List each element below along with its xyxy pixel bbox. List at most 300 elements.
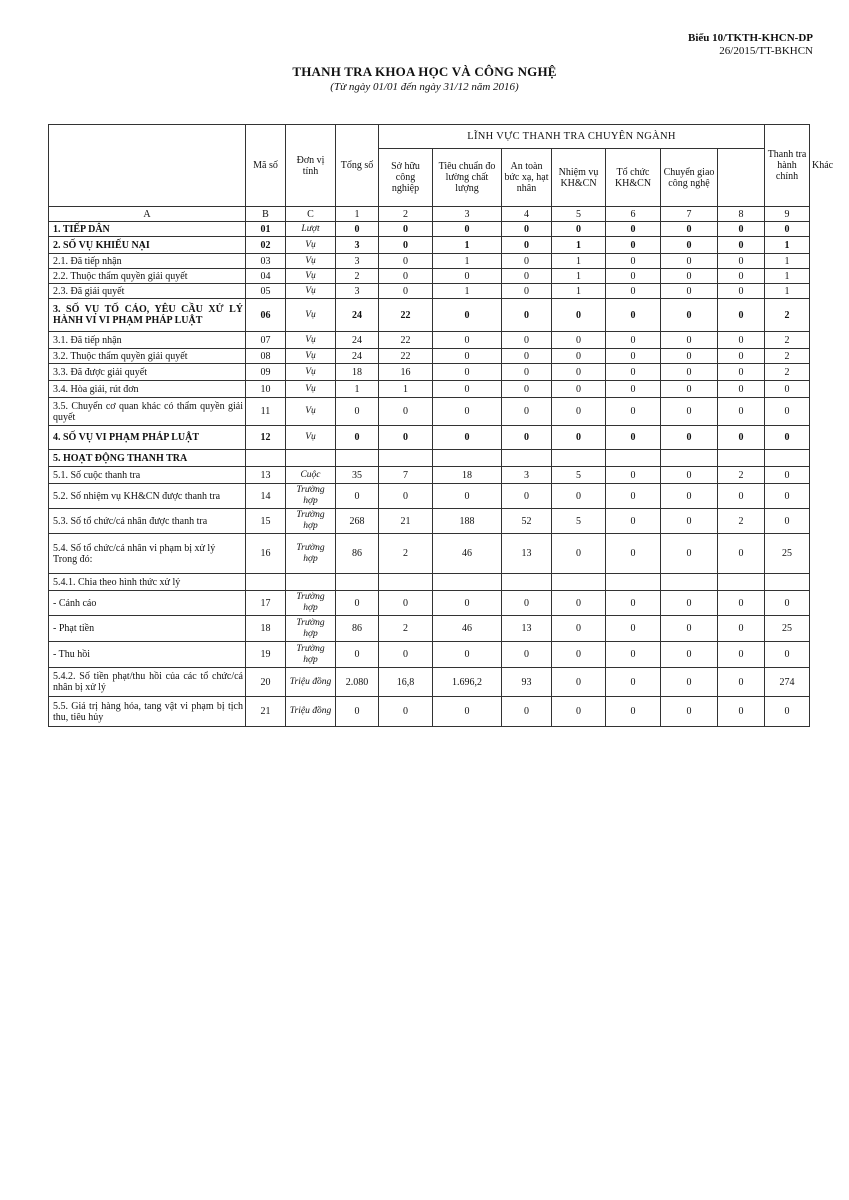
- row-value: 22: [379, 332, 433, 349]
- row-value: 0: [661, 616, 718, 642]
- row-unit: Vụ: [286, 299, 336, 332]
- row-label: [49, 349, 246, 364]
- row-value: 0: [379, 269, 433, 284]
- row-label: [49, 484, 246, 509]
- row-value: 0: [606, 237, 661, 254]
- table-row: [49, 381, 810, 398]
- row-value: 13: [502, 616, 552, 642]
- row-value: 2: [765, 364, 810, 381]
- row-value: 0: [661, 426, 718, 450]
- row-value: 24: [336, 299, 379, 332]
- row-value: 0: [661, 349, 718, 364]
- row-value: 1: [765, 237, 810, 254]
- row-value: 0: [606, 426, 661, 450]
- row-label: [49, 284, 246, 299]
- row-value: 0: [433, 697, 502, 727]
- column-letter: B: [246, 207, 286, 222]
- row-value: 18: [433, 467, 502, 484]
- row-value: 0: [661, 467, 718, 484]
- row-unit: Vụ: [286, 381, 336, 398]
- row-value: 0: [552, 484, 606, 509]
- row-value: 1: [433, 237, 502, 254]
- row-value: 0: [718, 269, 765, 284]
- row-code: 17: [246, 591, 286, 616]
- empty-cell: [552, 450, 606, 467]
- row-label-text: 3.5. Chuyển cơ quan khác có thẩm quyền giải quyết: [53, 400, 243, 423]
- empty-cell: [661, 450, 718, 467]
- row-value: 1: [765, 254, 810, 269]
- row-value: 46: [433, 616, 502, 642]
- empty-cell: [246, 450, 286, 467]
- empty-cell: [379, 574, 433, 591]
- column-letter: 9: [765, 207, 810, 222]
- row-value: 0: [661, 697, 718, 727]
- row-label: [49, 591, 246, 616]
- row-value: 0: [433, 349, 502, 364]
- row-value: 0: [552, 534, 606, 574]
- header-sci-tasks: Nhiệm vụ KH&CN: [552, 149, 606, 207]
- row-value: 0: [718, 697, 765, 727]
- row-value: 0: [606, 364, 661, 381]
- row-value: 0: [661, 332, 718, 349]
- row-code: 10: [246, 381, 286, 398]
- column-letter: 1: [336, 207, 379, 222]
- row-value: 0: [765, 484, 810, 509]
- row-value: 0: [606, 254, 661, 269]
- row-value: 0: [661, 381, 718, 398]
- row-value: 46: [433, 534, 502, 574]
- row-value: 0: [336, 398, 379, 426]
- row-value: 2: [379, 616, 433, 642]
- row-label-text: 2. SỐ VỤ KHIẾU NẠI: [53, 239, 150, 251]
- table-row: [49, 534, 810, 574]
- empty-cell: [606, 574, 661, 591]
- column-letters-row: [49, 207, 810, 222]
- row-label: [49, 467, 246, 484]
- row-value: 0: [336, 222, 379, 237]
- row-code: 13: [246, 467, 286, 484]
- row-value: 0: [606, 642, 661, 668]
- row-label: [49, 398, 246, 426]
- row-label-text: 4. SỐ VỤ VI PHẠM PHÁP LUẬT: [53, 432, 200, 443]
- row-value: 0: [336, 484, 379, 509]
- row-value: 0: [718, 591, 765, 616]
- row-unit: Vụ: [286, 237, 336, 254]
- row-value: 0: [765, 591, 810, 616]
- column-letter: 5: [552, 207, 606, 222]
- row-value: 0: [718, 484, 765, 509]
- row-value: 0: [379, 222, 433, 237]
- row-label: [49, 332, 246, 349]
- row-label-text: 1. TIẾP DÂN: [53, 223, 110, 235]
- row-value: 0: [433, 364, 502, 381]
- row-value: 0: [718, 364, 765, 381]
- row-code: 15: [246, 509, 286, 534]
- row-value: 18: [336, 364, 379, 381]
- row-label-text: 2.2. Thuộc thẩm quyền giải quyết: [53, 270, 188, 282]
- row-value: 0: [433, 398, 502, 426]
- row-value: 16,8: [379, 668, 433, 697]
- row-code: 18: [246, 616, 286, 642]
- row-value: 2: [379, 534, 433, 574]
- row-value: 0: [661, 534, 718, 574]
- row-label-text: - Cảnh cáo: [53, 597, 97, 609]
- row-value: 0: [661, 284, 718, 299]
- table-row: [49, 237, 810, 254]
- empty-cell: [606, 450, 661, 467]
- row-label-text: - Thu hồi: [53, 649, 91, 660]
- table-row: [49, 697, 810, 727]
- row-value: 0: [661, 364, 718, 381]
- row-label-text: 5.4.2. Số tiền phạt/thu hồi của các tổ chức/cá nhân bị xử lý: [53, 671, 243, 693]
- row-value: 0: [552, 349, 606, 364]
- row-value: 188: [433, 509, 502, 534]
- row-label-text: 3.2. Thuộc thẩm quyền giải quyết: [53, 350, 188, 362]
- row-code: 12: [246, 426, 286, 450]
- table-row: [49, 574, 810, 591]
- row-value: 0: [606, 668, 661, 697]
- report-table: Mã số Đơn vị tính Tổng số LĨNH VỰC THANH TRA CHUYÊN NGÀNH Thanh tra hành chính Khác Sở hữu công nghiệp Tiêu chuẩn đo lường chất lượng An toàn bức xạ, hạt nhân Nhiệm vụ KH&CN Tổ chức KH&CN Chuyển giao công nghệ A B C 1 2 3 4 5 6 7 8 9 1. TIẾP DÂN 01 Lượt 0 0 0 0 0 0 0 0 0 2. SỐ VỤ KHIẾU NẠI 02 Vụ 3 0 1 0 1 0 0 0 1 2.1. Đã tiếp nhận 03 Vụ 3 0 1 0 1 0 0 0 1 2.2. Thuộc thẩm quyền giải quyết 04 Vụ 2 0 0 0 1 0 0 0 1 2.3. Đã giải quyết 05 Vụ 3 0 1 0 1 0 0 0 1 3. SỐ VỤ TỐ CÁO, YÊU CẦU XỬ LÝ HÀNH VI VI PHẠM PHÁP LUẬT 06 Vụ 24 22 0 0 0 0 0 0 2 3.1. Đã tiếp nhận 07 Vụ 24 22 0 0 0 0 0 0 2 3.2. Thuộc thẩm quyền giải quyết 08 Vụ 24 22 0 0 0 0 0 0 2 3.3. Đã được giải quyết 09 Vụ 18 16 0 0 0 0 0 0 2 3.4. Hòa giải, rút đơn 10 Vụ 1 1 0 0 0 0 0 0 0 3.5. Chuyển cơ quan khác có thẩm quyền giải quyết 11 Vụ 0 0 0 0 0 0 0 0 0 4. SỐ VỤ VI PHẠM PHÁP LUẬT 12 Vụ 0 0 0 0 0 0 0 0 0 5. HOẠT ĐỘNG THANH TRA 5.1. Số cuộc thanh tra 13 Cuộc 35 7 18 3 5 0 0 2 0 5.2. Số nhiệm vụ KH&CN được thanh tra 14 Trường hợp 0 0 0 0 0 0 0 0 0 5.3. Số tổ chức/cá nhân được thanh tra 15 Trường hợp 268 21 188 52 5 0 0 2 0 5.4. Số tổ chức/cá nhân vi phạm bị xử lý Trong đó: 16 Trường hợp 86 2 46 13 0 0 0 0 25 5.4.1. Chia theo hình thức xử lý - Cảnh cáo 17 Trường hợp 0 0 0 0 0 0 0 0 0 - Phạt tiền 18 Trường hợp 86 2 46 13 0 0 0 0 25 - Thu hồi 19 Trường hợp 0 0 0 0 0 0 0 0 0 5.4.2. Số tiền phạt/thu hồi của các tổ chức/cá nhân bị xử lý 20 Triệu đồng 2.080 16,8 1.696,2 93 0 0 0 0 274 5.5. Giá trị hàng hóa, tang vật vi phạm bị tịch thu, tiêu hủy 21 Triệu đồng 0 0 0 0 0 0 0 0 0: [48, 124, 810, 727]
- row-value: 0: [336, 591, 379, 616]
- row-value: 0: [718, 381, 765, 398]
- header-unit: Đơn vị tính: [286, 125, 336, 207]
- row-value: 0: [502, 269, 552, 284]
- table-row: [49, 642, 810, 668]
- column-letter: 2: [379, 207, 433, 222]
- row-value: 0: [502, 642, 552, 668]
- row-value: 0: [661, 398, 718, 426]
- row-value: 0: [606, 332, 661, 349]
- row-code: 03: [246, 254, 286, 269]
- row-value: 2: [765, 299, 810, 332]
- row-value: 268: [336, 509, 379, 534]
- row-label-text: 5.3. Số tổ chức/cá nhân được thanh tra: [53, 515, 208, 527]
- row-value: 13: [502, 534, 552, 574]
- report-title: THANH TRA KHOA HỌC VÀ CÔNG NGHỆ: [292, 64, 557, 79]
- header-total: Tổng số: [336, 125, 379, 207]
- row-value: 1: [552, 254, 606, 269]
- row-value: 0: [552, 642, 606, 668]
- row-unit: Vụ: [286, 364, 336, 381]
- row-value: 0: [379, 398, 433, 426]
- row-value: 0: [718, 349, 765, 364]
- row-value: 0: [379, 697, 433, 727]
- row-value: 52: [502, 509, 552, 534]
- row-value: 0: [718, 426, 765, 450]
- empty-cell: [379, 450, 433, 467]
- row-unit: Vụ: [286, 284, 336, 299]
- row-value: 0: [433, 484, 502, 509]
- row-value: 0: [765, 222, 810, 237]
- row-value: 0: [606, 616, 661, 642]
- table-row: [49, 616, 810, 642]
- row-value: 0: [718, 284, 765, 299]
- row-value: 0: [552, 364, 606, 381]
- row-value: 0: [765, 467, 810, 484]
- row-value: 1: [433, 284, 502, 299]
- row-label-text: 5.2. Số nhiệm vụ KH&CN được thanh tra: [53, 490, 221, 502]
- row-label: [49, 534, 246, 574]
- empty-cell: [765, 450, 810, 467]
- table-row: [49, 222, 810, 237]
- row-code: 02: [246, 237, 286, 254]
- row-value: 0: [606, 484, 661, 509]
- row-value: 0: [765, 426, 810, 450]
- row-value: 0: [718, 398, 765, 426]
- row-unit: Trường hợp: [286, 509, 336, 534]
- row-value: 5: [552, 467, 606, 484]
- row-code: 07: [246, 332, 286, 349]
- table-row: [49, 467, 810, 484]
- row-value: 0: [606, 222, 661, 237]
- row-code: 11: [246, 398, 286, 426]
- row-value: 0: [379, 642, 433, 668]
- row-value: 1: [552, 284, 606, 299]
- header-blank: [49, 125, 246, 207]
- row-value: 0: [502, 484, 552, 509]
- row-value: 0: [606, 349, 661, 364]
- row-value: 2: [718, 467, 765, 484]
- empty-cell: [433, 450, 502, 467]
- row-value: 0: [502, 364, 552, 381]
- row-label-text: 3.4. Hòa giải, rút đơn: [53, 383, 139, 395]
- row-value: 0: [552, 668, 606, 697]
- column-letter: A: [49, 207, 246, 222]
- row-label: [49, 381, 246, 398]
- empty-cell: [336, 574, 379, 591]
- row-label: [49, 642, 246, 668]
- row-code: 16: [246, 534, 286, 574]
- empty-cell: [718, 574, 765, 591]
- row-label-text: 5.5. Giá trị hàng hóa, tang vật vi phạm bị tịch thu, tiêu hủy: [53, 700, 243, 723]
- header-sci-orgs: Tổ chức KH&CN: [606, 149, 661, 207]
- row-label: [49, 237, 246, 254]
- row-label: [49, 299, 246, 332]
- header-radiation-safety: An toàn bức xạ, hạt nhân: [502, 149, 552, 207]
- row-unit: Triệu đồng: [286, 697, 336, 727]
- row-value: 0: [433, 332, 502, 349]
- row-label: [49, 269, 246, 284]
- row-value: 1: [433, 254, 502, 269]
- row-value: 93: [502, 668, 552, 697]
- row-label-text: 5.1. Số cuộc thanh tra: [53, 469, 141, 481]
- row-unit: Triệu đồng: [286, 668, 336, 697]
- row-label-text: 5.4. Số tổ chức/cá nhân vi phạm bị xử lý: [53, 542, 216, 554]
- row-label: [49, 697, 246, 727]
- empty-cell: [661, 574, 718, 591]
- row-value: 3: [336, 284, 379, 299]
- row-value: 0: [433, 269, 502, 284]
- column-letter: 7: [661, 207, 718, 222]
- header-code: Mã số: [246, 125, 286, 207]
- row-value: 0: [502, 284, 552, 299]
- row-value: 0: [606, 269, 661, 284]
- row-value: 2: [765, 332, 810, 349]
- row-unit: Vụ: [286, 332, 336, 349]
- row-code: 21: [246, 697, 286, 727]
- row-value: 1: [336, 381, 379, 398]
- header-industrial-property: Sở hữu công nghiệp: [379, 149, 433, 207]
- header-tech-transfer: Chuyển giao công nghệ: [661, 149, 718, 207]
- table-row: [49, 509, 810, 534]
- row-value: 0: [502, 349, 552, 364]
- table-row: [49, 364, 810, 381]
- empty-cell: [336, 450, 379, 467]
- row-value: 0: [661, 222, 718, 237]
- row-value: 0: [502, 237, 552, 254]
- row-value: 1: [552, 269, 606, 284]
- header-admin-inspection: Thanh tra hành chính: [765, 125, 810, 207]
- table-row: [49, 299, 810, 332]
- row-label: [49, 254, 246, 269]
- row-value: 0: [502, 332, 552, 349]
- row-value: 1: [379, 381, 433, 398]
- empty-cell: [286, 574, 336, 591]
- table-row: [49, 349, 810, 364]
- empty-cell: [433, 574, 502, 591]
- row-label: [49, 574, 246, 591]
- empty-cell: [718, 450, 765, 467]
- row-value: 0: [552, 222, 606, 237]
- table-row: [49, 484, 810, 509]
- row-value: 0: [765, 381, 810, 398]
- table-row: [49, 254, 810, 269]
- row-value: 0: [552, 381, 606, 398]
- row-label-text: 5. HOẠT ĐỘNG THANH TRA: [53, 452, 188, 464]
- form-code-line2: 26/2015/TT-BKHCN: [719, 45, 813, 57]
- row-value: 0: [718, 222, 765, 237]
- row-value: 1: [765, 269, 810, 284]
- row-value: 0: [765, 642, 810, 668]
- row-value: 1.696,2: [433, 668, 502, 697]
- row-label-text: 5.4.1. Chia theo hình thức xử lý: [53, 576, 181, 588]
- row-unit: Trường hợp: [286, 534, 336, 574]
- row-value: 0: [502, 591, 552, 616]
- row-unit: Cuộc: [286, 467, 336, 484]
- row-value: 0: [502, 398, 552, 426]
- row-value: 0: [661, 668, 718, 697]
- table-row: [49, 450, 810, 467]
- row-unit: Trường hợp: [286, 616, 336, 642]
- row-code: 20: [246, 668, 286, 697]
- form-code: [688, 32, 813, 58]
- table-row: [49, 668, 810, 697]
- row-value: 0: [718, 534, 765, 574]
- row-value: 22: [379, 349, 433, 364]
- row-value: 3: [336, 237, 379, 254]
- column-letter: 8: [718, 207, 765, 222]
- row-value: 0: [433, 591, 502, 616]
- row-value: 0: [433, 299, 502, 332]
- row-label: [49, 509, 246, 534]
- row-value: 0: [502, 222, 552, 237]
- empty-cell: [502, 574, 552, 591]
- row-value: 0: [606, 398, 661, 426]
- row-value: 21: [379, 509, 433, 534]
- row-value: 0: [661, 254, 718, 269]
- row-value: 0: [661, 591, 718, 616]
- empty-cell: [765, 574, 810, 591]
- row-value: 0: [661, 269, 718, 284]
- row-value: 0: [379, 237, 433, 254]
- row-value: 2: [336, 269, 379, 284]
- row-unit: Vụ: [286, 349, 336, 364]
- row-value: 22: [379, 299, 433, 332]
- row-value: 0: [552, 697, 606, 727]
- row-unit: Lượt: [286, 222, 336, 237]
- row-value: 0: [765, 509, 810, 534]
- row-sublabel: Trong đó:: [53, 553, 93, 565]
- row-value: 1: [765, 284, 810, 299]
- row-code: 19: [246, 642, 286, 668]
- row-unit: Trường hợp: [286, 484, 336, 509]
- column-letter: 3: [433, 207, 502, 222]
- row-label: [49, 364, 246, 381]
- row-value: 86: [336, 616, 379, 642]
- row-unit: Trường hợp: [286, 591, 336, 616]
- row-value: 7: [379, 467, 433, 484]
- row-value: 0: [379, 484, 433, 509]
- table-row: [49, 332, 810, 349]
- row-value: 0: [552, 591, 606, 616]
- row-unit: Vụ: [286, 269, 336, 284]
- row-value: 0: [765, 398, 810, 426]
- row-value: 0: [552, 299, 606, 332]
- row-value: 25: [765, 616, 810, 642]
- row-value: 2: [765, 349, 810, 364]
- row-unit: Vụ: [286, 426, 336, 450]
- row-code: 04: [246, 269, 286, 284]
- row-value: 0: [606, 284, 661, 299]
- row-value: 0: [552, 616, 606, 642]
- column-letter: 4: [502, 207, 552, 222]
- row-label-text: 3.1. Đã tiếp nhận: [53, 334, 122, 346]
- row-value: 0: [661, 237, 718, 254]
- row-value: 0: [502, 697, 552, 727]
- row-value: 0: [379, 284, 433, 299]
- form-code-line1: Biểu 10/TKTH-KHCN-DP: [688, 32, 813, 44]
- row-label-text: 3. SỐ VỤ TỐ CÁO, YÊU CẦU XỬ LÝ HÀNH VI VI PHẠM PHÁP LUẬT: [53, 304, 243, 326]
- table-row: [49, 284, 810, 299]
- row-value: 0: [718, 668, 765, 697]
- empty-cell: [286, 450, 336, 467]
- table-row: [49, 398, 810, 426]
- row-value: 35: [336, 467, 379, 484]
- row-code: 14: [246, 484, 286, 509]
- row-label: [49, 616, 246, 642]
- row-value: 0: [433, 426, 502, 450]
- row-value: 0: [379, 254, 433, 269]
- row-value: 274: [765, 668, 810, 697]
- row-value: 0: [606, 534, 661, 574]
- row-value: 1: [552, 237, 606, 254]
- row-value: 0: [502, 254, 552, 269]
- row-value: 0: [433, 642, 502, 668]
- row-value: 0: [433, 222, 502, 237]
- empty-cell: [552, 574, 606, 591]
- row-code: 09: [246, 364, 286, 381]
- row-value: 0: [379, 591, 433, 616]
- row-value: 0: [765, 697, 810, 727]
- row-value: 0: [606, 299, 661, 332]
- row-value: 0: [718, 616, 765, 642]
- row-unit: Vụ: [286, 254, 336, 269]
- table-row: [49, 426, 810, 450]
- row-value: 0: [336, 642, 379, 668]
- row-value: 0: [718, 299, 765, 332]
- row-label-text: - Phạt tiền: [53, 623, 95, 634]
- table-row: [49, 591, 810, 616]
